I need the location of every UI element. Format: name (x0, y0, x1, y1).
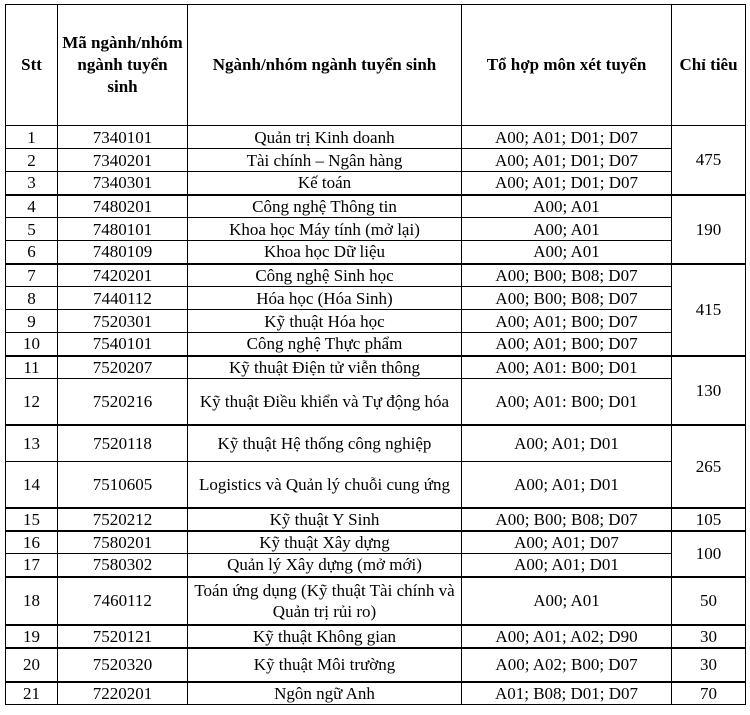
quota-cell: 190 (672, 195, 746, 264)
header-row (6, 5, 746, 126)
quota-cell: 70 (672, 682, 746, 705)
code-cell: 7340301 (58, 172, 188, 195)
combo-cell: A00; A01: B00; D01 (462, 356, 672, 379)
stt-cell: 13 (6, 425, 58, 462)
name-cell: Kỹ thuật Y Sinh (188, 508, 462, 531)
table-row (6, 682, 746, 705)
combo-cell: A00; A01 (462, 241, 672, 264)
header-combo: Tổ hợp môn xét tuyển (462, 5, 672, 126)
name-cell: Quản trị Kinh doanh (188, 126, 462, 149)
code-cell: 7480101 (58, 218, 188, 241)
combo-cell: A00; A01; D01 (462, 554, 672, 577)
table-row (6, 149, 746, 172)
name-cell: Hóa học (Hóa Sinh) (188, 287, 462, 310)
combo-cell: A00; A01; D01 (462, 425, 672, 462)
name-cell: Kỹ thuật Môi trường (188, 648, 462, 682)
table-row (6, 195, 746, 218)
quota-cell: 130 (672, 356, 746, 425)
table-row (6, 356, 746, 379)
name-cell: Kỹ thuật Điện tử viễn thông (188, 356, 462, 379)
stt-cell: 8 (6, 287, 58, 310)
stt-cell: 4 (6, 195, 58, 218)
table-row (6, 625, 746, 648)
combo-cell: A00; A01; D01; D07 (462, 172, 672, 195)
table-row (6, 172, 746, 195)
code-cell: 7480109 (58, 241, 188, 264)
stt-cell: 21 (6, 682, 58, 705)
name-cell: Tài chính – Ngân hàng (188, 149, 462, 172)
header-quota: Chỉ tiêu (672, 5, 746, 126)
code-cell: 7580302 (58, 554, 188, 577)
code-cell: 7440112 (58, 287, 188, 310)
table-row (6, 648, 746, 682)
stt-cell: 20 (6, 648, 58, 682)
code-cell: 7420201 (58, 264, 188, 287)
code-cell: 7340201 (58, 149, 188, 172)
stt-cell: 1 (6, 126, 58, 149)
code-cell: 7540101 (58, 333, 188, 356)
stt-cell: 5 (6, 218, 58, 241)
table-row (6, 126, 746, 149)
code-cell: 7520212 (58, 508, 188, 531)
quota-cell: 100 (672, 531, 746, 577)
stt-cell: 12 (6, 379, 58, 425)
name-cell: Kỹ thuật Xây dựng (188, 531, 462, 554)
name-cell: Công nghệ Thực phẩm (188, 333, 462, 356)
code-cell: 7520207 (58, 356, 188, 379)
stt-cell: 9 (6, 310, 58, 333)
combo-cell: A00; B00; B08; D07 (462, 287, 672, 310)
code-cell: 7510605 (58, 462, 188, 508)
table-row (6, 241, 746, 264)
stt-cell: 19 (6, 625, 58, 648)
name-cell: Kỹ thuật Điều khiển và Tự động hóa (188, 379, 462, 425)
stt-cell: 18 (6, 577, 58, 625)
quota-cell: 30 (672, 648, 746, 682)
quota-cell: 265 (672, 425, 746, 508)
name-cell: Toán ứng dụng (Kỹ thuật Tài chính và Quản trị rủi ro) (188, 577, 462, 625)
stt-cell: 14 (6, 462, 58, 508)
code-cell: 7520320 (58, 648, 188, 682)
stt-cell: 17 (6, 554, 58, 577)
quota-cell: 475 (672, 126, 746, 195)
name-cell: Kỹ thuật Hóa học (188, 310, 462, 333)
name-cell: Quản lý Xây dựng (mở mới) (188, 554, 462, 577)
name-cell: Công nghệ Sinh học (188, 264, 462, 287)
name-cell: Logistics và Quản lý chuỗi cung ứng (188, 462, 462, 508)
name-cell: Ngôn ngữ Anh (188, 682, 462, 705)
admission-table (5, 4, 746, 705)
table-row (6, 577, 746, 625)
stt-cell: 15 (6, 508, 58, 531)
name-cell: Khoa học Dữ liệu (188, 241, 462, 264)
table-row (6, 287, 746, 310)
stt-cell: 6 (6, 241, 58, 264)
stt-cell: 11 (6, 356, 58, 379)
stt-cell: 7 (6, 264, 58, 287)
code-cell: 7460112 (58, 577, 188, 625)
quota-cell: 30 (672, 625, 746, 648)
combo-cell: A00; A01 (462, 577, 672, 625)
table-row (6, 218, 746, 241)
code-cell: 7520121 (58, 625, 188, 648)
table-row (6, 508, 746, 531)
table-row (6, 379, 746, 425)
code-cell: 7220201 (58, 682, 188, 705)
combo-cell: A00; A01; B00; D07 (462, 333, 672, 356)
stt-cell: 16 (6, 531, 58, 554)
code-cell: 7520216 (58, 379, 188, 425)
combo-cell: A00; A01 (462, 195, 672, 218)
header-name: Ngành/nhóm ngành tuyển sinh (188, 5, 462, 126)
name-cell: Công nghệ Thông tin (188, 195, 462, 218)
table-row (6, 554, 746, 577)
stt-cell: 10 (6, 333, 58, 356)
name-cell: Khoa học Máy tính (mở lại) (188, 218, 462, 241)
code-cell: 7340101 (58, 126, 188, 149)
stt-cell: 3 (6, 172, 58, 195)
quota-cell: 105 (672, 508, 746, 531)
combo-cell: A00; A01; D01; D07 (462, 149, 672, 172)
code-cell: 7520301 (58, 310, 188, 333)
table-row (6, 333, 746, 356)
table-row (6, 310, 746, 333)
combo-cell: A00; A01; D01; D07 (462, 126, 672, 149)
quota-cell: 50 (672, 577, 746, 625)
name-cell: Kỹ thuật Không gian (188, 625, 462, 648)
combo-cell: A00; B00; B08; D07 (462, 264, 672, 287)
table-row (6, 425, 746, 462)
combo-cell: A00; A01: B00; D01 (462, 379, 672, 425)
name-cell: Kỹ thuật Hệ thống công nghiệp (188, 425, 462, 462)
combo-cell: A00; A01; D07 (462, 531, 672, 554)
header-code: Mã ngành/nhóm ngành tuyển sinh (58, 5, 188, 126)
table-row (6, 462, 746, 508)
code-cell: 7520118 (58, 425, 188, 462)
quota-cell: 415 (672, 264, 746, 356)
table-row (6, 264, 746, 287)
stt-cell: 2 (6, 149, 58, 172)
header-stt: Stt (6, 5, 58, 126)
combo-cell: A01; B08; D01; D07 (462, 682, 672, 705)
code-cell: 7580201 (58, 531, 188, 554)
combo-cell: A00; A02; B00; D07 (462, 648, 672, 682)
combo-cell: A00; A01; D01 (462, 462, 672, 508)
combo-cell: A00; B00; B08; D07 (462, 508, 672, 531)
name-cell: Kế toán (188, 172, 462, 195)
combo-cell: A00; A01; B00; D07 (462, 310, 672, 333)
table-row (6, 531, 746, 554)
combo-cell: A00; A01; A02; D90 (462, 625, 672, 648)
code-cell: 7480201 (58, 195, 188, 218)
combo-cell: A00; A01 (462, 218, 672, 241)
